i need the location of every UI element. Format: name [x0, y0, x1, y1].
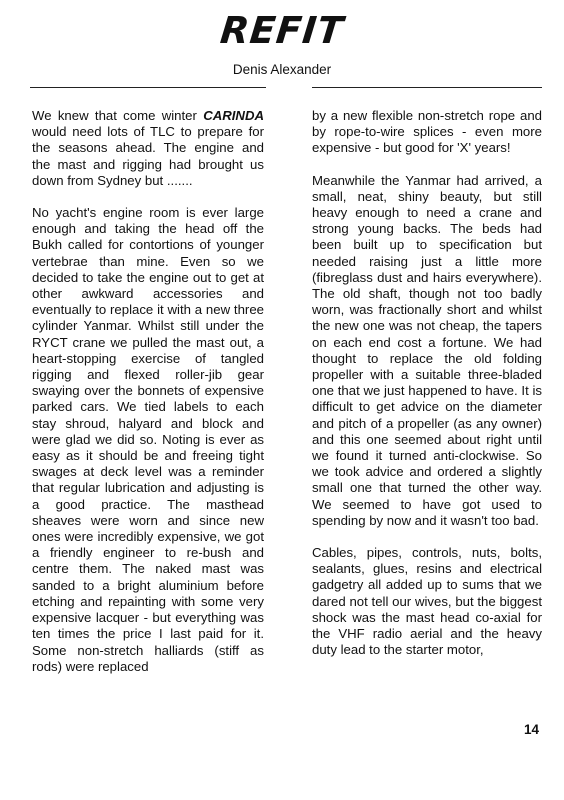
right-paragraph-2: Meanwhile the Yanmar had arrived, a small, neat, shiny beauty, but still heavy enough to need a crane and strong young backs. The beds had been built up to specification but needed raising just a little more (fibreglass dust and hairs everywhere). The old shaft, though not too badly worn, was fractionally short and whilst the new one was not cheap, the tapers on each end cost a fortune. We had thought to replace the old folding propeller with a suitable three-bladed one that we just happened to have. It is difficult to get advice on the diameter and pitch of a propeller (as any owner) and this one seemed about right until we found it turned anti-clockwise. So we took advice and ordered a slightly small one that turned the other way. We seemed to have got used to spending by now and it wasn't too bad. — [312, 172, 542, 528]
intro-text-cont: would need lots of TLC to prepare for the seasons ahead. The engine and the mast and rigging had brought us down from Sydney but ....... — [32, 124, 264, 188]
author-byline: Denis Alexander — [232, 62, 332, 77]
intro-text: We knew that come winter — [32, 108, 204, 123]
article-title: REFIT — [218, 9, 346, 52]
left-paragraph-1 — [32, 108, 264, 189]
page-number: 14 — [523, 722, 539, 737]
left-header-rule — [30, 87, 266, 88]
right-paragraph-1: by a new flexible non-stretch rope and by rope-to-wire splices - even more expensive - but good for 'X' years! — [312, 108, 542, 156]
right-header-rule — [312, 87, 542, 88]
right-paragraph-3: Cables, pipes, controls, nuts, bolts, sealants, glues, resins and electrical gadgetry all added up to sums that we dared not tell our wives, but the biggest shock was the mast head co-axial for the VHF radio aerial and the heavy duty lead to the starter motor, — [312, 545, 542, 658]
boat-name: CARINDA — [203, 108, 264, 123]
right-column — [312, 108, 542, 675]
left-column — [32, 108, 264, 691]
left-paragraph-2: No yacht's engine room is ever large enough and taking the head off the Bukh called for contortions of younger vertebrae than mine. Even so we decided to take the engine out to get at other awkward accessories and eventually to replace it with a new three cylinder Yanmar. Whilst still under the RYCT crane we pulled the mast out, a heart-stopping exercise of tangled rigging and flexed roller-jib gear swaying over the bonnets of expensive parked cars. We tied labels to each stay shroud, halyard and block and were glad we did so. Noting is ever as easy as it should be and freeing tight swages at deck level was a reminder that regular lubrication and adjusting is a good practice. The masthead sheaves were worn and since new ones were incredibly expensive, we got a friendly engineer to re-bush and centre them. The naked mast was sanded to a bright aluminium before etching and repainting with some very expensive lacquer - but everything was ten times the price I last paid for it. Some non-stretch halliards (stiff as rods) were replaced — [32, 205, 264, 674]
